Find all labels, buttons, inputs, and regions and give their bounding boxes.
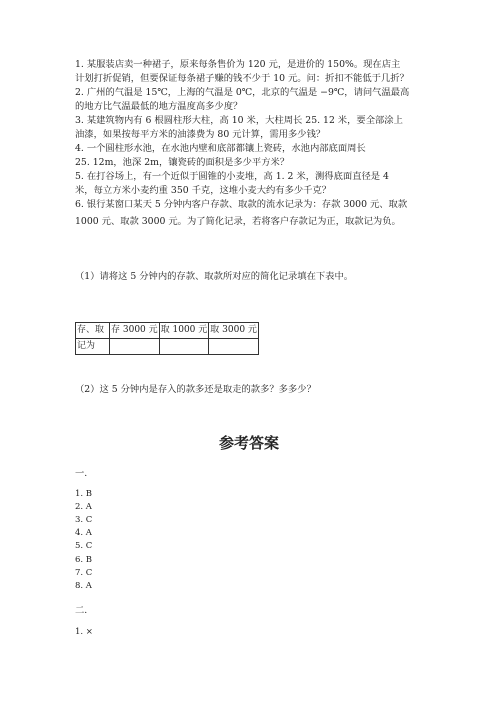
table-cell-blank [110, 339, 160, 355]
table-cell: 取 3000 元 [209, 323, 259, 339]
table-cell: 取 1000 元 [159, 323, 209, 339]
answer-item: 6. B [75, 555, 93, 565]
answer-item: 2. A [75, 502, 92, 512]
question-5-line-2: 米，每立方米小麦约重 350 千克，这堆小麦大约有多少千克？ [75, 185, 332, 196]
question-3-line-1: 3. 某建筑物内有 6 根圆柱形大柱，高 10 米，大柱周长 25. 12 米，要全部涂上 [75, 115, 403, 126]
sub-question-1: （1）请将这 5 分钟内的存款、取款所对应的简化记录填在下表中。 [75, 271, 354, 282]
table-cell-blank [159, 339, 209, 355]
table-cell: 存 3000 元 [110, 323, 160, 339]
question-1-line-2: 计划打折促销，但要保证每条裙子赚的钱不少于 10 元。问：折扣不能低于几折？ [75, 73, 409, 84]
question-6-line-2: 1000 元、取款 3000 元。为了简化记录，若将客户存款记为正，取款记为负。 [75, 216, 401, 227]
table-cell: 记为 [76, 339, 110, 355]
section-1-label: 一. [75, 468, 88, 479]
answer-title: 参考答案 [219, 434, 280, 452]
answer-item: 5. C [75, 541, 93, 551]
question-4-line-1: 4. 一个圆柱形水池，在水池内壁和底部都镶上瓷砖，水池内部底面周长 [75, 143, 366, 154]
table-row [76, 339, 259, 355]
answer-item: 1. B [75, 489, 93, 499]
question-5-line-1: 5. 在打谷场上，有一个近似于圆锥的小麦堆，高 1. 2 米，测得底面直径是 4 [75, 171, 389, 182]
table-row [76, 323, 259, 339]
table-cell-blank [209, 339, 259, 355]
answer-item: 3. C [75, 515, 93, 525]
answer-item: 8. A [75, 581, 92, 591]
sub-question-2: （2）这 5 分钟内是存入的款多还是取走的款多？多多少？ [75, 384, 316, 395]
table-cell: 存、取 [76, 323, 110, 339]
question-1-line-1: 1. 某服装店卖一种裙子，原来每条售价为 120 元，是进价的 150%。现在店主 [75, 59, 401, 70]
answer-item: 1. × [75, 627, 93, 637]
record-table [75, 322, 259, 355]
question-3-line-2: 油漆，如果按每平方米的油漆费为 80 元计算，需用多少钱？ [75, 129, 326, 140]
section-2-label: 二. [75, 605, 88, 616]
question-4-line-2: 25. 12m，池深 2m，镶瓷砖的面积是多少平方米？ [75, 157, 290, 168]
answer-item: 4. A [75, 528, 92, 538]
question-6-line-1: 6. 银行某窗口某天 5 分钟内客户存款、取款的流水记录为：存款 3000 元、取款 [75, 199, 408, 210]
question-2-line-1: 2. 广州的气温是 15℃，上海的气温是 0℃，北京的气温是 −9℃，请问气温最高 [75, 87, 410, 98]
answer-item: 7. C [75, 568, 93, 578]
question-2-line-2: 的地方比气温最低的地方温度高多少度？ [75, 101, 243, 112]
